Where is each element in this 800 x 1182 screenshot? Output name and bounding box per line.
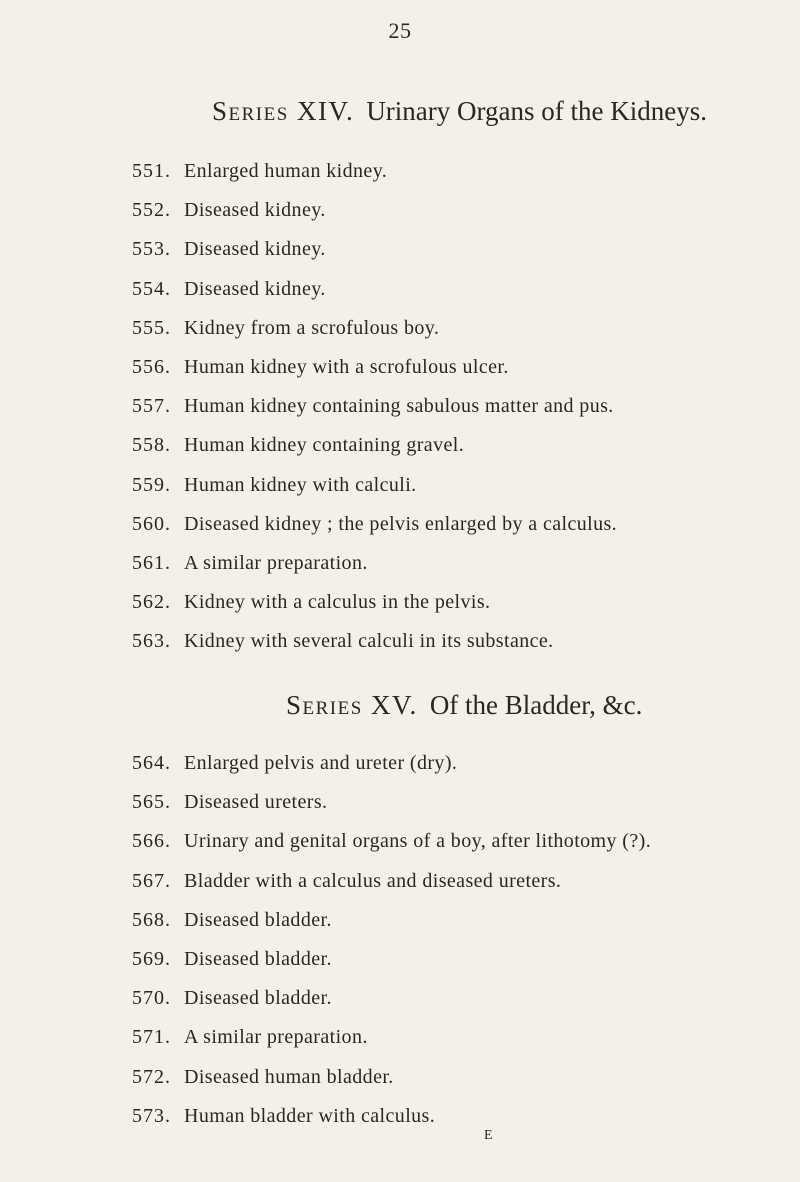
entry-text: Human kidney containing gravel. bbox=[184, 434, 465, 457]
list-item bbox=[132, 979, 651, 1018]
entry-number: 552. bbox=[132, 199, 171, 222]
entry-number: 563. bbox=[132, 630, 171, 653]
entry-number: 553. bbox=[132, 238, 171, 261]
list-item bbox=[132, 466, 617, 505]
entry-text: Kidney with several calculi in its substance. bbox=[184, 630, 554, 653]
entry-text: A similar preparation. bbox=[184, 551, 368, 574]
list-item bbox=[132, 191, 617, 230]
entry-number: 572. bbox=[132, 1065, 171, 1088]
entry-text: Bladder with a calculus and diseased ureters. bbox=[184, 869, 562, 892]
list-item bbox=[132, 940, 651, 979]
entry-number: 571. bbox=[132, 1026, 171, 1049]
entry-text: Diseased kidney ; the pelvis enlarged by a calculus. bbox=[184, 512, 618, 535]
signature-mark: E bbox=[484, 1128, 494, 1143]
entry-text: Human kidney with calculi. bbox=[184, 473, 417, 496]
series-heading bbox=[0, 690, 800, 721]
entry-number: 567. bbox=[132, 869, 171, 892]
entry-number: 557. bbox=[132, 395, 171, 418]
entry-number: 561. bbox=[132, 551, 171, 574]
entry-text: Kidney from a scrofulous boy. bbox=[184, 316, 440, 339]
entry-number: 570. bbox=[132, 987, 171, 1010]
list-item bbox=[132, 583, 617, 622]
entry-list bbox=[132, 152, 617, 661]
list-item bbox=[132, 1058, 651, 1097]
entry-number: 569. bbox=[132, 947, 171, 970]
entry-text: Diseased bladder. bbox=[184, 947, 332, 970]
list-item bbox=[132, 152, 617, 191]
list-item bbox=[132, 622, 617, 661]
series-label: Series XIV. bbox=[212, 96, 355, 126]
entry-number: 559. bbox=[132, 473, 171, 496]
entry-number: 555. bbox=[132, 316, 171, 339]
entry-text: Diseased kidney. bbox=[184, 238, 326, 261]
entry-text: Diseased kidney. bbox=[184, 277, 326, 300]
page-number: 25 bbox=[388, 18, 412, 43]
entry-number: 566. bbox=[132, 830, 171, 853]
entry-number: 558. bbox=[132, 434, 171, 457]
entry-number: 554. bbox=[132, 277, 171, 300]
entry-number: 556. bbox=[132, 355, 171, 378]
entry-text: A similar preparation. bbox=[184, 1026, 368, 1049]
list-item bbox=[132, 901, 651, 940]
entry-text: Kidney with a calculus in the pelvis. bbox=[184, 591, 491, 614]
list-item bbox=[132, 505, 617, 544]
entry-number: 551. bbox=[132, 160, 171, 182]
entry-number: 568. bbox=[132, 908, 171, 931]
entry-text: Enlarged human kidney. bbox=[184, 160, 388, 182]
entry-list bbox=[132, 744, 651, 1136]
entry-number: 564. bbox=[132, 752, 171, 774]
entry-text: Enlarged pelvis and ureter (dry). bbox=[184, 752, 458, 774]
entry-number: 560. bbox=[132, 512, 171, 535]
entry-number: 565. bbox=[132, 791, 171, 814]
list-item bbox=[132, 1097, 651, 1136]
list-item bbox=[132, 783, 651, 822]
entry-text: Human kidney with a scrofulous ulcer. bbox=[184, 355, 509, 378]
entry-text: Diseased bladder. bbox=[184, 987, 332, 1010]
entry-text: Diseased bladder. bbox=[184, 908, 332, 931]
list-item bbox=[132, 230, 617, 269]
series-title: Urinary Organs of the Kidneys. bbox=[366, 96, 707, 126]
list-item bbox=[132, 309, 617, 348]
entry-text: Urinary and genital organs of a boy, after lithotomy (?). bbox=[184, 830, 652, 853]
entry-number: 573. bbox=[132, 1104, 171, 1127]
list-item bbox=[132, 744, 651, 783]
list-item bbox=[132, 862, 651, 901]
series-heading bbox=[0, 96, 800, 127]
list-item bbox=[132, 1018, 651, 1057]
list-item bbox=[132, 426, 617, 465]
entry-text: Human bladder with calculus. bbox=[184, 1104, 436, 1127]
list-item bbox=[132, 387, 617, 426]
entry-number: 562. bbox=[132, 591, 171, 614]
list-item bbox=[132, 544, 617, 583]
series-title: Of the Bladder, &c. bbox=[429, 690, 643, 720]
entry-text: Diseased kidney. bbox=[184, 199, 326, 222]
entry-text: Diseased ureters. bbox=[184, 791, 328, 814]
list-item bbox=[132, 270, 617, 309]
entry-text: Human kidney containing sabulous matter and pus. bbox=[184, 395, 614, 418]
series-label: Series XV. bbox=[286, 690, 418, 720]
list-item bbox=[132, 822, 651, 861]
list-item bbox=[132, 348, 617, 387]
entry-text: Diseased human bladder. bbox=[184, 1065, 394, 1088]
